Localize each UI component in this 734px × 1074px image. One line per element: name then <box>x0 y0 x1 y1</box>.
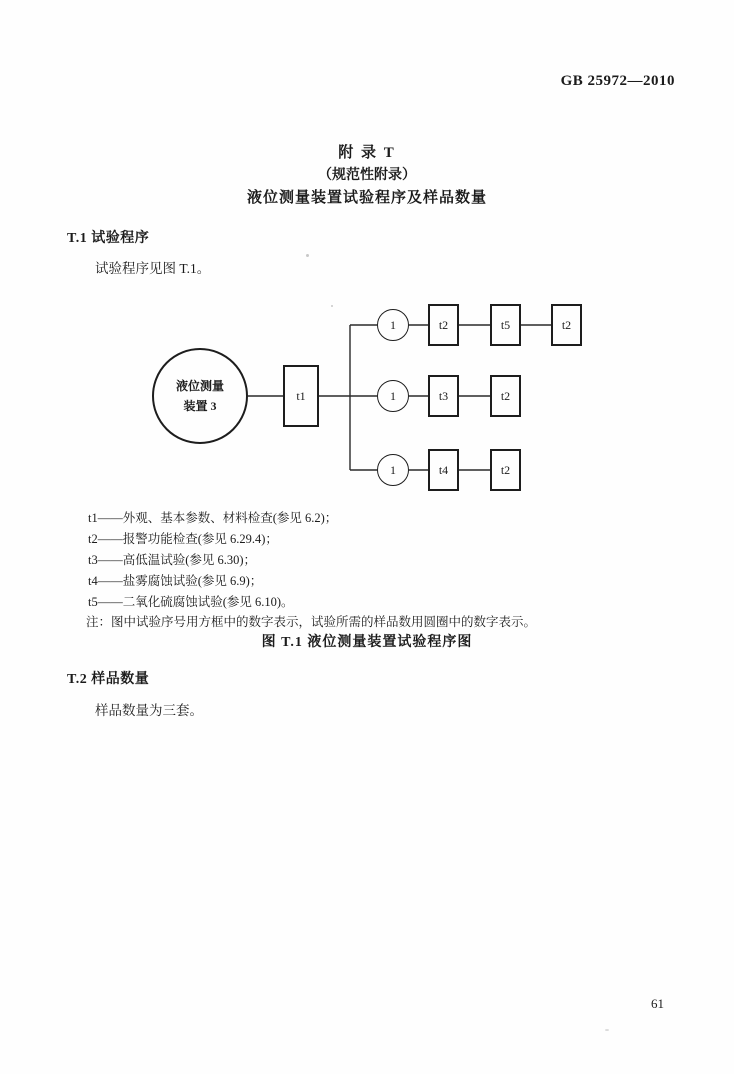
test-node-t1: t1 <box>283 365 319 427</box>
test-node-t2: t2 <box>490 375 521 417</box>
legend-item-t3: t3——高低温试验(参见 6.30)； <box>88 553 257 567</box>
sample-count-circle: 1 <box>377 309 409 341</box>
test-node-t5: t5 <box>490 304 521 346</box>
scan-speck <box>605 1029 609 1031</box>
appendix-title: 附 录 T <box>338 145 396 161</box>
scan-speck <box>306 254 309 257</box>
section-t2-body: 样品数量为三套。 <box>95 703 203 718</box>
sample-count-circle: 1 <box>377 454 409 486</box>
appendix-subject: 液位测量装置试验程序及样品数量 <box>246 190 487 206</box>
test-node-t3: t3 <box>428 375 459 417</box>
sample-count-circle: 1 <box>377 380 409 412</box>
legend-item-t2: t2——报警功能检查(参见 6.29.4)； <box>88 532 278 546</box>
device-name-line2: 装置 3 <box>183 399 217 413</box>
section-t1-heading: T.1 试验程序 <box>67 231 150 246</box>
device-name-line1: 液位测量 <box>175 379 224 393</box>
test-node-t2: t2 <box>490 449 521 491</box>
figure-caption: 图 T.1 液位测量装置试验程序图 <box>261 635 473 650</box>
section-t2-heading: T.2 样品数量 <box>67 672 150 687</box>
scan-speck <box>331 305 333 307</box>
legend-item-t4: t4——盐雾腐蚀试验(参见 6.9)； <box>88 574 263 588</box>
test-node-t4: t4 <box>428 449 459 491</box>
figure-note: 注：图中试验序号用方框中的数字表示，试验所需的样品数用圆圈中的数字表示。 <box>86 615 537 629</box>
test-procedure-flowchart <box>0 295 734 507</box>
flowchart-connectors <box>0 295 734 507</box>
standard-code: GB 25972—2010 <box>560 73 675 89</box>
test-legend <box>88 508 337 613</box>
section-t1-body: 试验程序见图 T.1。 <box>95 261 211 276</box>
test-node-t2: t2 <box>551 304 582 346</box>
test-node-t2: t2 <box>428 304 459 346</box>
legend-item-t5: t5——二氧化硫腐蚀试验(参见 6.10)。 <box>88 595 294 609</box>
page-number: 61 <box>651 996 664 1011</box>
legend-item-t1: t1——外观、基本参数、材料检查(参见 6.2)； <box>88 511 338 525</box>
device-source-node <box>152 348 248 444</box>
appendix-type-label: （规范性附录） <box>318 168 416 183</box>
